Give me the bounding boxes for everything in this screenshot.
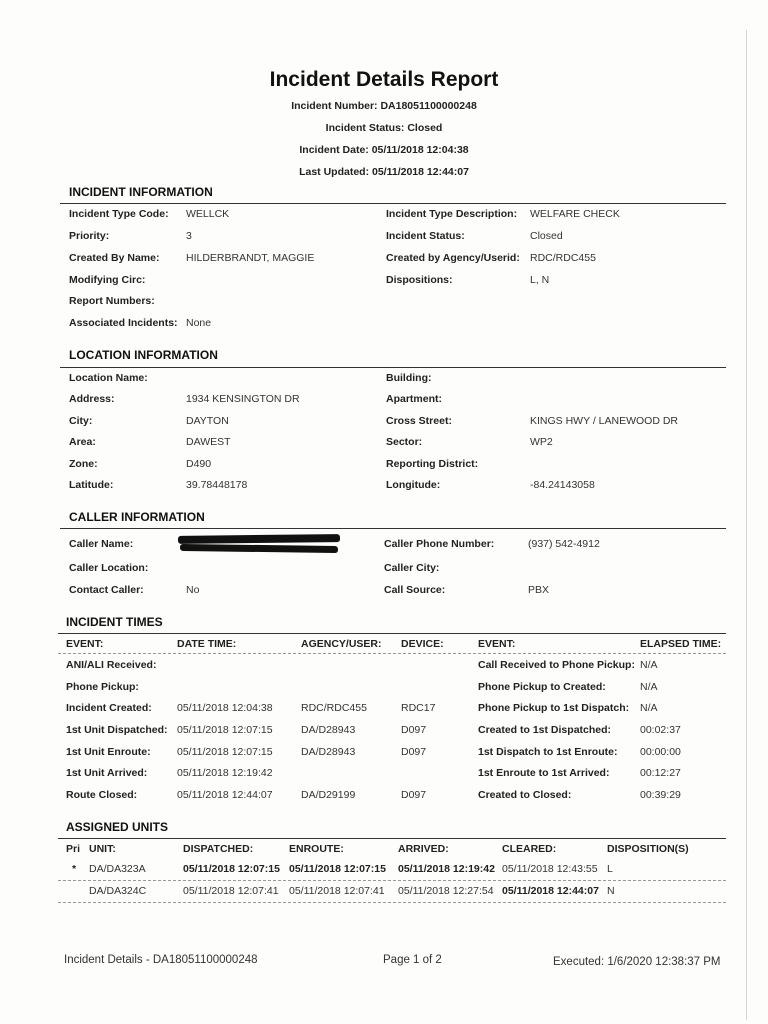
unit-id: DA/DA323A: [89, 863, 146, 875]
times-datetime: 05/11/2018 12:04:38: [177, 702, 273, 714]
times-datetime: 05/11/2018 12:07:15: [177, 746, 273, 758]
incident-status: Incident Status: Closed: [325, 122, 443, 134]
address-value: 1934 KENSINGTON DR: [186, 393, 300, 405]
units-col-pri: Pri: [66, 843, 81, 855]
footer-executed: Executed: 1/6/2020 12:38:37 PM: [553, 956, 721, 968]
times-event: Phone Pickup:: [66, 681, 139, 693]
section-rule: [60, 203, 726, 204]
times-event: 1st Unit Enroute:: [66, 746, 151, 758]
created-by-name-value: HILDERBRANDT, MAGGIE: [186, 252, 315, 264]
call-source-value: PBX: [528, 584, 550, 596]
times-event: 1st Unit Dispatched:: [66, 724, 168, 736]
section-heading-incident-information: INCIDENT INFORMATION: [69, 185, 213, 199]
incident-status-value: Closed: [530, 230, 563, 242]
unit-enroute: 05/11/2018 12:07:41: [289, 885, 385, 897]
incident-type-description-label: Incident Type Description:: [386, 208, 518, 220]
units-col-disposition: DISPOSITION(S): [607, 843, 689, 855]
times-col-agency: AGENCY/USER:: [301, 638, 382, 650]
longitude-value: -84.24143058: [530, 479, 595, 491]
units-col-unit: UNIT:: [89, 843, 116, 855]
created-by-agency-value: RDC/RDC455: [530, 252, 596, 264]
caller-city-label: Caller City:: [384, 562, 440, 574]
unit-dispatched: 05/11/2018 12:07:15: [183, 863, 280, 875]
priority-value: 3: [186, 230, 192, 242]
times-elapsed: N/A: [640, 659, 658, 671]
reporting-district-label: Reporting District:: [386, 458, 479, 470]
times-event2: Phone Pickup to Created:: [478, 681, 606, 693]
units-col-enroute: ENROUTE:: [289, 843, 344, 855]
unit-arrived: 05/11/2018 12:27:54: [398, 885, 494, 897]
unit-cleared: 05/11/2018 12:44:07: [502, 885, 599, 897]
times-agency: RDC/RDC455: [301, 702, 367, 714]
times-event2: 1st Dispatch to 1st Enroute:: [478, 746, 618, 758]
call-source-label: Call Source:: [384, 584, 446, 596]
modifying-circ-label: Modifying Circ:: [69, 274, 146, 286]
times-event2: Call Received to Phone Pickup:: [478, 659, 635, 671]
footer-document-id: Incident Details - DA18051100000248: [64, 954, 258, 966]
associated-incidents-value: None: [186, 317, 212, 329]
section-rule: [60, 367, 726, 368]
times-elapsed: 00:39:29: [640, 789, 681, 801]
cross-street-value: KINGS HWY / LANEWOOD DR: [530, 415, 678, 427]
building-label: Building:: [386, 372, 432, 384]
unit-dispatched: 05/11/2018 12:07:41: [183, 885, 279, 897]
dispositions-value: L, N: [530, 274, 550, 286]
units-col-dispatched: DISPATCHED:: [183, 843, 254, 855]
cross-street-label: Cross Street:: [386, 415, 452, 427]
times-event2: Created to Closed:: [478, 789, 572, 801]
created-by-name-label: Created By Name:: [69, 252, 160, 264]
unit-disposition: N: [607, 885, 615, 897]
section-heading-location-information: LOCATION INFORMATION: [69, 348, 218, 362]
times-agency: DA/D29199: [301, 789, 356, 801]
city-value: DAYTON: [186, 415, 229, 427]
times-device: RDC17: [401, 702, 436, 714]
scan-edge-line: [746, 30, 747, 1020]
unit-cleared: 05/11/2018 12:43:55: [502, 863, 598, 875]
section-rule: [58, 633, 726, 634]
times-device: D097: [401, 746, 427, 758]
latitude-value: 39.78448178: [186, 479, 248, 491]
times-event: 1st Unit Arrived:: [66, 767, 148, 779]
times-col-event: EVENT:: [66, 638, 104, 650]
last-updated: Last Updated: 05/11/2018 12:44:07: [299, 166, 469, 178]
times-event2: Created to 1st Dispatched:: [478, 724, 612, 736]
dispositions-label: Dispositions:: [386, 274, 453, 286]
row-divider: [58, 880, 726, 881]
unit-priority-marker: *: [72, 863, 77, 875]
times-col-datetime: DATE TIME:: [177, 638, 237, 650]
section-rule: [58, 838, 726, 839]
latitude-label: Latitude:: [69, 479, 114, 491]
caller-location-label: Caller Location:: [69, 562, 149, 574]
times-device: D097: [401, 724, 427, 736]
caller-phone-label: Caller Phone Number:: [384, 538, 495, 550]
section-rule: [60, 528, 726, 529]
unit-arrived: 05/11/2018 12:19:42: [398, 863, 495, 875]
city-label: City:: [69, 415, 93, 427]
incident-type-description-value: WELFARE CHECK: [530, 208, 620, 220]
incident-number: Incident Number: DA18051100000248: [291, 100, 477, 112]
times-device: D097: [401, 789, 427, 801]
footer-page-number: Page 1 of 2: [383, 954, 442, 966]
times-elapsed: 00:00:00: [640, 746, 681, 758]
sector-value: WP2: [530, 436, 553, 448]
section-heading-assigned-units: ASSIGNED UNITS: [66, 820, 169, 834]
times-agency: DA/D28943: [301, 746, 356, 758]
times-datetime: 05/11/2018 12:19:42: [177, 767, 273, 779]
redaction-mark: [180, 544, 338, 553]
caller-name-label: Caller Name:: [69, 538, 134, 550]
times-event: Route Closed:: [66, 789, 138, 801]
contact-caller-value: No: [186, 584, 200, 596]
times-datetime: 05/11/2018 12:44:07: [177, 789, 273, 801]
units-col-arrived: ARRIVED:: [398, 843, 449, 855]
area-label: Area:: [69, 436, 96, 448]
priority-label: Priority:: [69, 230, 110, 242]
report-numbers-label: Report Numbers:: [69, 295, 155, 307]
area-value: DAWEST: [186, 436, 231, 448]
times-col-event2: EVENT:: [478, 638, 516, 650]
unit-id: DA/DA324C: [89, 885, 147, 897]
times-col-elapsed: ELAPSED TIME:: [640, 638, 722, 650]
redaction-mark: [178, 534, 340, 544]
incident-type-code-label: Incident Type Code:: [69, 208, 169, 220]
section-heading-caller-information: CALLER INFORMATION: [69, 510, 205, 524]
times-elapsed: 00:02:37: [640, 724, 681, 736]
times-event: ANI/ALI Received:: [66, 659, 157, 671]
associated-incidents-label: Associated Incidents:: [69, 317, 178, 329]
caller-phone-value: (937) 542-4912: [528, 538, 600, 550]
times-elapsed: N/A: [640, 681, 658, 693]
times-elapsed: 00:12:27: [640, 767, 681, 779]
incident-date: Incident Date: 05/11/2018 12:04:38: [299, 144, 469, 156]
address-label: Address:: [69, 393, 115, 405]
zone-value: D490: [186, 458, 212, 470]
created-by-agency-label: Created by Agency/Userid:: [386, 252, 520, 264]
times-datetime: 05/11/2018 12:07:15: [177, 724, 273, 736]
zone-label: Zone:: [69, 458, 98, 470]
sector-label: Sector:: [386, 436, 423, 448]
times-event2: Phone Pickup to 1st Dispatch:: [478, 702, 630, 714]
times-col-device: DEVICE:: [401, 638, 444, 650]
unit-enroute: 05/11/2018 12:07:15: [289, 863, 386, 875]
apartment-label: Apartment:: [386, 393, 443, 405]
incident-type-code-value: WELLCK: [186, 208, 230, 220]
times-event: Incident Created:: [66, 702, 152, 714]
longitude-label: Longitude:: [386, 479, 441, 491]
header-divider: [58, 653, 726, 654]
units-col-cleared: CLEARED:: [502, 843, 557, 855]
section-heading-incident-times: INCIDENT TIMES: [66, 615, 163, 629]
unit-disposition: L: [607, 863, 613, 875]
location-name-label: Location Name:: [69, 372, 148, 384]
times-elapsed: N/A: [640, 702, 658, 714]
report-title: Incident Details Report: [269, 68, 499, 91]
row-divider: [58, 902, 726, 903]
incident-status-label: Incident Status:: [386, 230, 465, 242]
contact-caller-label: Contact Caller:: [69, 584, 144, 596]
times-agency: DA/D28943: [301, 724, 356, 736]
times-event2: 1st Enroute to 1st Arrived:: [478, 767, 610, 779]
